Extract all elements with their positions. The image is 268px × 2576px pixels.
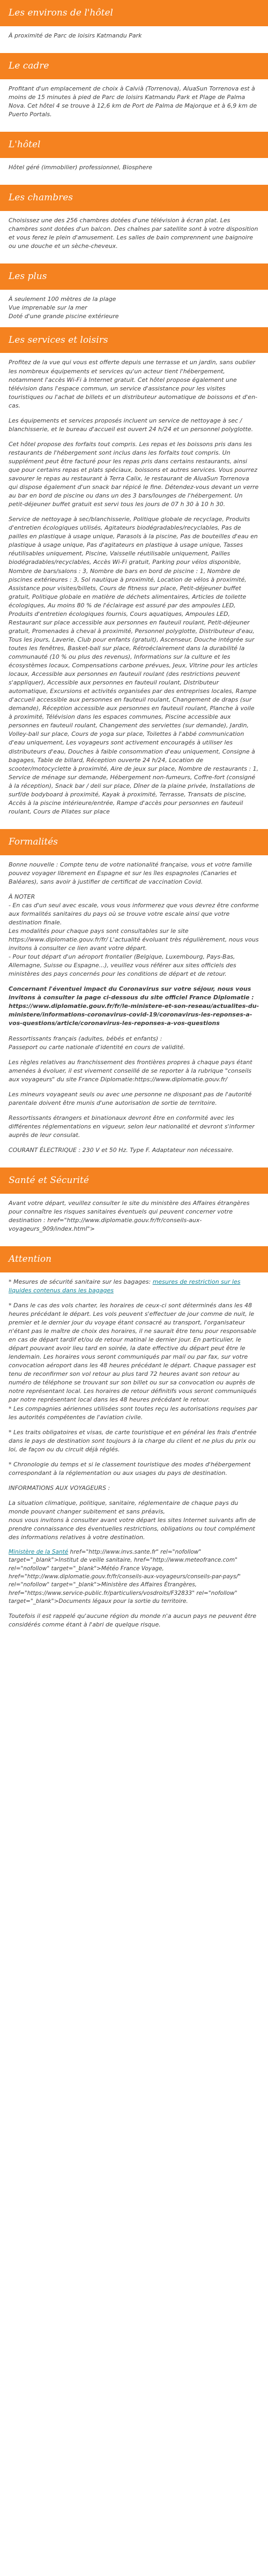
- hotel-text: Hôtel géré (immobilier) professionnel, Biosphere: [9, 163, 152, 171]
- chambres-text: Choisissez une des 256 chambres dotées d'une télévision à écran plat. Les chambres sont dotées d'un balcon. Des chaînes par satellite sont à votre disposition et vous ferez le plein d'amusement. Les salles de bain comprennent une baignoire ou une douche et un sèche-cheveux.: [9, 216, 258, 250]
- attention-paragraph: * Dans le cas des vols charter, les horaires de ceux-ci sont déterminés dans les 48 heures précédant le départ. Les vols peuvent s'effectuer de jour comme de nuit, le premier et le dernier jour du voyage étant consacré au transport, l'organisateur n'étant pas le maître de choix des horaires, il ne saurait être tenu pour responsable en cas de départ tardif et/ou de retour matinal le dernier jour. En particulier, le départ pouvant avoir lieu tard en soirée, la date effective du départ peut être le lendemain. Les horaires vous seront communiqués par mail ou par fax, sur votre convocation aéroport dans les 48 heures précédant le départ. Chaque passager est tenu de reconfirmer son vol retour au plus tard 72 heures avant son retour au numéro de téléphone se trouvant sur son billet ou sur sa convocation ou auprès de notre représentant local. Les horaires de retour définitifs vous seront communiqués par notre représentant local dans les 48 heures précédant le retour. * Les compagnies aériennes utilisées sont toutes reçu les autorisations requises par les autorités compétentes de l'aviation civile.: [9, 1301, 257, 1421]
- attention-content: [0, 1272, 268, 1643]
- formalites-paragraph: À NOTER - En cas d'un seul avec escale, vous vous informerez que vous devrez être conforme aux formalités sanitaires du pays où se trouve votre escale ainsi que votre destination finale. Les modalités pour chaque pays sont consultables sur le site https://www.diplomatie.gouv.fr/fr/ L'actualité évoluant très régulièrement, nous vous invitons à consulter ce lien avant votre départ. - Pour tout départ d'un aéroport frontalier (Belgique, Luxembourg, Pays-Bas, Allemagne, Suisse ou Espagne...), veuillez vous référer aux sites officiels des ministères des pays concernés pour les conditions de départ et de retour.: [9, 893, 259, 978]
- services-content: [0, 353, 268, 828]
- formalites-paragraph: Ressortissants français (adultes, bébés et enfants) : Passeport ou carte nationale d'identité en cours de validité.: [9, 1035, 185, 1051]
- services-paragraph: Profitez de la vue qui vous est offerte depuis une terrasse et un jardin, sans oublier les nombreux équipements et services qu'un acteur tient l'hébergement, notamment l'accès Wi-Fi à Internet gratuit. Cet hôtel propose également une télévision dans l'espace commun, un service d'assistance pour les visites touristiques ou l'achat de billets et un distributeur automatique de boissons et d'en-cas.: [9, 359, 258, 409]
- section-header-environs: [0, 0, 268, 26]
- attention-paragraph: * Chronologie du temps et si le classement touristique des modes d'hébergement correspondant à la réglementation ou aux usages du pays de destination.: [9, 1460, 251, 1477]
- plus-content: [0, 290, 268, 327]
- formalites-paragraph: Bonne nouvelle : Compte tenu de votre nationalité française, vous et votre famille pouvez voyager librement en Espagne et sur les îles espagnoles (Canaries et Baléares), sans avoir à justifier de certificat de vaccination Covid.: [9, 861, 252, 885]
- services-title: Les services et loisirs: [9, 334, 108, 345]
- chambres-title: Les chambres: [9, 192, 73, 203]
- cadre-title: Le cadre: [9, 60, 49, 71]
- ministere-links: [9, 1548, 259, 1606]
- cadre-text: Profitant d'un emplacement de choix à Calvià (Torrenova), AluaSun Torrenova est à moins de 15 minutes à pied de Parc de loisirs Katmandu Park et Plage de Palma Nova. Cet hôtel 4 se trouve à 12,6 km de Port de Palma de Majorque et à 6,9 km de Puerto Portals.: [9, 85, 257, 118]
- electric-current-note: COURANT ÉLECTRIQUE : 230 V et 50 Hz. Type F. Adaptateur non nécessaire.: [9, 1147, 234, 1154]
- cadre-content: [0, 79, 268, 132]
- environs-title: Les environs de l'hôtel: [9, 7, 113, 18]
- plus-title: Les plus: [9, 270, 47, 282]
- section-header-hotel: [0, 132, 268, 158]
- sante-title: Santé et Sécurité: [9, 1175, 89, 1186]
- formalites-title: Formalités: [9, 836, 58, 847]
- plus-line: À seulement 100 mètres de la plage: [9, 295, 116, 303]
- sante-text: Avant votre départ, veuillez consulter le site du ministère des Affaires étrangères pour connaître les risques sanitaires éventuels qui peuvent concerner votre destination : href="http://www.diplomatie.gouv.fr/fr/conseils-aux-voyageurs_909/index.html">: [9, 1199, 250, 1232]
- services-paragraph: Service de nettoyage à sec/blanchisserie, Politique globale de recyclage, Produits d'entretien écologiques utilisés, Agitateurs biodégradables/recyclables, Pas de pailles en plastique à usage unique, Parasols à la piscine, Pas de bouteilles d'eau en plastique à usage unique, Pas d'agitateurs en plastique à usage unique, Tasses réutilisables uniquement, Piscine, Vaisselle réutilisable uniquement, Pailles biodégradables/recyclables, Accès Wi-Fi gratuit, Parking pour vélos disponible, Nombre de bars/salons : 3, Nombre de bars en bord de piscine : 1, Nombre de piscines extérieures : 3, Sol nautique à proximité, Location de vélos à proximité, Assistance pour visites/billets, Cours de fitness sur place, Petit-déjeuner buffet gratuit, Politique globale en matière de déchets alimentaires, Articles de toilette écologiques, Au moins 80 % de l'éclairage est assuré par des ampoules LED, Produits d'entretien écologiques fournis, Cours aquatiques, Ampoules LED, Restaurant sur place accessible aux personnes en fauteuil roulant, Petit-déjeuner gratuit, Promenades à cheval à proximité, Personnel polyglotte, Distributeur d'eau, Tous les jours, Laverie, Club pour enfants (gratuit), Ascenseur, Douche intégrée sur toutes les fenêtres, Basket-ball sur place, Rétroéclairement dans la durabilité la communauté (10 % ou plus des revenus), Informations sur la culture et les écosystèmes locaux, Compensations carbone prévues, Jeux, Vitrine pour les articles locaux, Accessible aux personnes en fauteuil roulant (des restrictions peuvent s'appliquer), Accessible aux personnes en fauteuil roulant, Distributeur automatique, Excursions et activités organisées par des entreprises locales, Rampe d'accueil accessible aux personnes en fauteuil roulant, Changement de draps (sur demande), Réception accessible aux personnes en fauteuil roulant, Planche à voile à proximité, Télévision dans les espaces communes, Piscine accessible aux personnes en fauteuil roulant, Changement des serviettes (sur demande), Jardin, Volley-ball sur place, Cours de yoga sur place, Toilettes à l'abbé communication d'eau uniquement, Les voyageurs sont activement encouragés à utiliser les distributeurs d'eau, Douches à faible consommation d'eau uniquement, Consigne à bagages, Table de billard, Réception ouverte 24 h/24, Location de scooter/motocyclette à proximité, Aire de jeux sur place, Nombre de restaurants : 1, Service de ménage sur demande, Hébergement non-fumeurs, Coffre-fort (consigné à la réception), Snack bar / deli sur place, Dîner de la plaine privée, Installations de surf/de bodyboard à proximité, Kayak à proximité, Terrasse, Transats de piscine, Accès à la piscine intérieure/entrée, Rampe d'accès pour personnes en fauteuil roulant, Cours de Pilates sur place: [9, 516, 259, 815]
- chambres-content: [0, 211, 268, 263]
- environs-text: À proximité de Parc de loisirs Katmandu Park: [9, 32, 142, 39]
- liquid-restrictions-note: [9, 1278, 259, 1295]
- attention-paragraph: * Les traits obligatoires et visas, de carte touristique et en général les frais d'entrée dans le pays de destination sont toujours à la charge du client et ne plus du prix ou loi, de façon ou du circuit déjà réglés.: [9, 1428, 257, 1453]
- services-paragraph: Les équipements et services proposés incluent un service de nettoyage à sec / blanchisserie, et le bureau d'accueil est ouvert 24 h/24 et un personnel polyglotte.: [9, 417, 254, 433]
- section-header-sante: [0, 1168, 268, 1194]
- ministere-sante-link[interactable]: Ministère de la Santé: [9, 1549, 69, 1556]
- section-header-chambres: [0, 185, 268, 211]
- risk-disclaimer: Toutefois il est rappelé qu'aucune région du monde n'a aucun pays ne peuvent être considérés comme étant à l'abri de quelque risque.: [9, 1613, 257, 1629]
- informations-heading: INFORMATIONS AUX VOYAGEURS :: [9, 1484, 110, 1492]
- formalites-content: [0, 855, 268, 1168]
- formalites-paragraph: Les règles relatives au franchissement des frontières propres à chaque pays étant amenées à évoluer, il est vivement conseillé de se reporter à la rubrique "conseils aux voyageurs" du site France Diplomatie:https://www.diplomatie.gouv.fr/: [9, 1058, 252, 1083]
- environs-content: [0, 26, 268, 53]
- informations-text: La situation climatique, politique, sanitaire, réglementaire de chaque pays du monde pouvant changer subitement et sans préavis, nous vous invitons à consulter avant votre départ les sites Internet suivants afin de prendre connaissance des éventuelles restrictions, obligations ou tout complément des informations relatives à votre destination.: [9, 1499, 256, 1541]
- section-header-attention: [0, 1246, 268, 1272]
- sante-content: [0, 1194, 268, 1246]
- section-header-formalites: [0, 829, 268, 855]
- hotel-title: L'hôtel: [9, 139, 41, 150]
- services-paragraph: Cet hôtel propose des forfaits tout compris. Les repas et les boissons pris dans les restaurants de l'hébergement sont inclus dans les forfaits tout compris. Un supplément peut être facturé pour les repas pris dans certains restaurants, ainsi que pour certains repas et plats spéciaux, boissons et autres services. Vous pourrez savourer le repas au restaurant à Terra Calix, le restaurant de AluaSun Torrenova qui dispose également d'un snack bar répicé le fine. Détendez-vous devant un verre au bar en bord de piscine ou dans un des 3 bars/lounges de l'hébergement. Un petit-déjeuner buffet gratuit est servi tous les jours de 07 h 30 à 10 h 30.: [9, 440, 259, 508]
- liquid-restrictions-link[interactable]: mesures de restriction sur les liquides contenus dans les bagages: [9, 1278, 241, 1294]
- plus-line: Vue imprenable sur la mer: [9, 304, 87, 311]
- section-header-services: [0, 327, 268, 353]
- attention-title: Attention: [9, 1254, 52, 1265]
- formalites-paragraph: Les mineurs voyageant seuls ou avec une personne ne disposant pas de l'autorité parentale doivent être munis d'une autorisation de sortie de territoire.: [9, 1090, 252, 1106]
- liquid-restrictions-prefix: * Mesures de sécurité sanitaire sur les bagages:: [9, 1278, 153, 1285]
- coronavirus-notice: Concernant l'éventuel impact du Coronavirus sur votre séjour, nous vous invitons à consulter la page ci-dessous du site officiel France Diplomatie : https://www.diplomatie.gouv.fr/fr/le-ministere-et-son-reseau/actualites-du-ministere/informations-coronavirus-covid-19/coronavirus-les-reponses-a-vos-questions/article/coronavirus-les-reponses-a-vos-questions: [9, 985, 259, 1027]
- section-header-cadre: [0, 53, 268, 79]
- section-header-plus: [0, 263, 268, 290]
- hotel-content: [0, 158, 268, 185]
- formalites-paragraph: Ressortissants étrangers et binationaux devront être en conformité avec les différentes réglementations en vigueur, selon leur nationalité et devront s'informer auprès de leur consulat.: [9, 1114, 255, 1139]
- ministere-links-text: href="http://www.invs.sante.fr" rel="nofollow" target="_blank">Institut de veille sanitaire, href="http://www.meteofrance.com" rel="nofollow" target="_blank">Météo France Voyage, href="http://www.diplomatie.gouv.fr/fr/conseils-aux-voyageurs/conseils-par-pays/" rel="nofollow" target="_blank">Ministère des Affaires Étrangères, href="https://www.service-public.fr/particuliers/vosdroits/F32833" rel="nofollow" target="_blank">Documents légaux pour la sortie du territoire.: [9, 1549, 241, 1605]
- plus-line: Doté d'une grande piscine extérieure: [9, 312, 119, 320]
